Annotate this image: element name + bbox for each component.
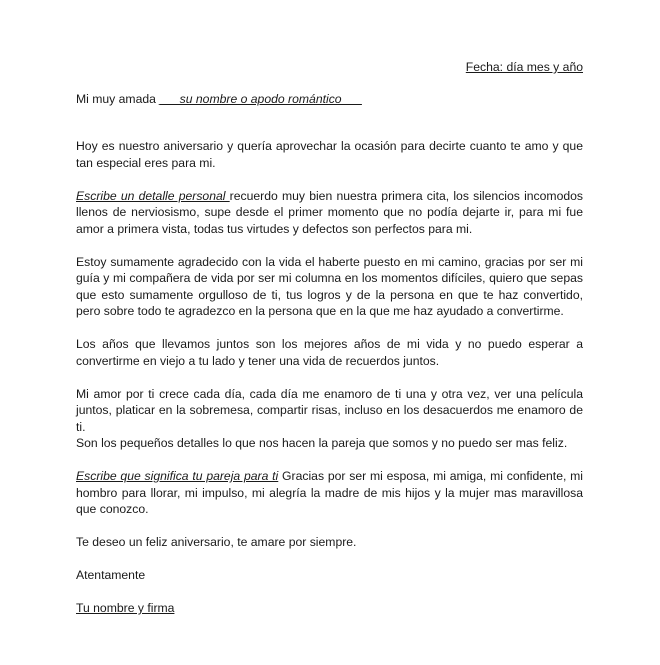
paragraph-6 [76, 468, 583, 518]
recipient-name-placeholder: ___su nombre o apodo romántico___ [159, 92, 362, 106]
personal-detail-prompt: Escribe un detalle personal [76, 188, 230, 203]
paragraph-6-text: Gracias por ser mi esposa, mi amiga, mi confidente, mi hombro para llorar, mi impulso, mi alegría la madre de mis hijos y la mujer mas maravillosa que conozco. [76, 469, 583, 516]
paragraph-7: Te deseo un feliz aniversario, te amare por siempre. [76, 535, 357, 549]
paragraph-3: Estoy sumamente agradecido con la vida el haberte puesto en mi camino, gracias por ser mi guía y mi compañera de vida por ser mi columna en los momentos difíciles, quiero que sepas que esto sumamente orgulloso de ti, tus logros y de la persona en que te haz convertido, pero sobre todo te agradezco en la persona que en la que me haz ayudado a convertirme. [76, 254, 583, 318]
salutation-prefix: Mi muy amada [76, 92, 160, 106]
paragraph-2 [76, 188, 583, 238]
paragraph-1: Hoy es nuestro aniversario y quería aprovechar la ocasión para decirte cuanto te amo y que tan especial eres para mi. [76, 139, 583, 170]
date-line: Fecha: día mes y año [465, 60, 583, 74]
paragraph-2-text: recuerdo muy bien nuestra primera cita, los silencios incomodos llenos de nerviosismo, supe desde el primer momento que no podía dejarte ir, para mi fue amor a primera vista, todas tus virtudes y defectos son perfectos para mi. [76, 188, 584, 236]
letter-body [76, 138, 583, 633]
salutation [76, 92, 362, 106]
partner-meaning-prompt: Escribe que significa tu pareja para ti [76, 469, 279, 483]
signature-placeholder: Tu nombre y firma [76, 601, 175, 615]
paragraph-5a: Mi amor por ti crece cada día, cada día me enamoro de ti una y otra vez, ver una película juntos, platicar en la sobremesa, compartir risas, incluso en los desacuerdos me enamoro de ti. [76, 386, 583, 434]
signature-line [76, 600, 583, 617]
paragraph-5b: Son los pequeños detalles lo que nos hacen la pareja que somos y no puedo ser mas feliz. [76, 436, 568, 450]
closing: Atentamente [76, 568, 146, 582]
paragraph-4: Los años que llevamos juntos son los mejores años de mi vida y no puedo esperar a convertirme en viejo a tu lado y tener una vida de recuerdos juntos. [76, 337, 583, 368]
